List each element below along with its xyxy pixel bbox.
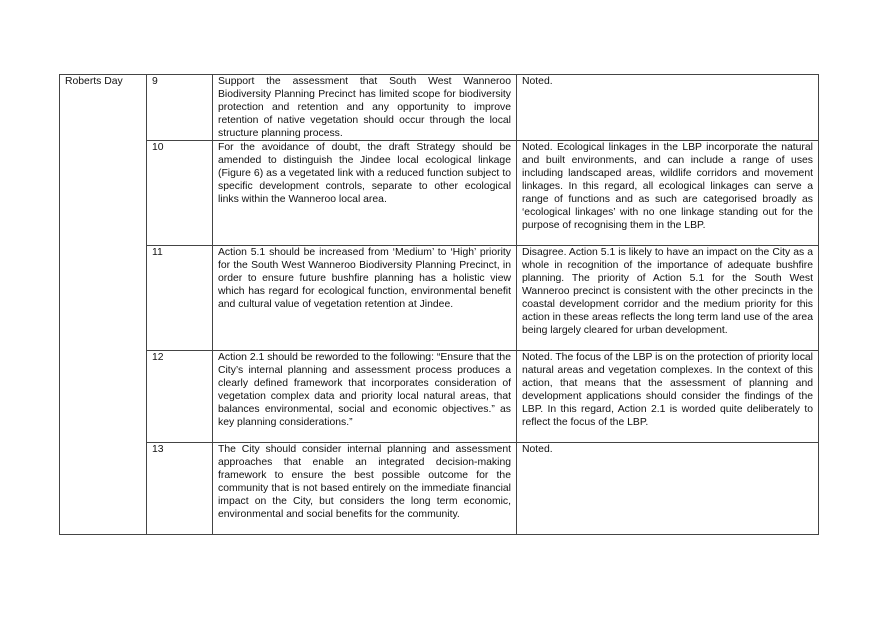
response-text: Noted. The focus of the LBP is on the protection of priority local natural areas and vegetation complexes. In the context of this action, that means that the assessment of planning and development applications should consider the findings of the LBP. In this regard, Action 2.1 is worded quite deliberately to reflect the focus of the LBP.: [517, 351, 819, 443]
table-row: [60, 75, 819, 141]
submission-text: Action 5.1 should be increased from ‘Medium’ to ‘High’ priority for the South West Wanneroo Biodiversity Planning Precinct, in order to ensure future bushfire planning has a holistic view which has regard for ecological function, environmental benefit and cultural value of vegetation retention at Jindee.: [213, 246, 517, 351]
table-row: [60, 141, 819, 246]
submitter-cell: Roberts Day: [60, 75, 147, 535]
submissions-table: [59, 74, 819, 535]
submission-text: Action 2.1 should be reworded to the following: “Ensure that the City’s internal planning and assessment process produces a clearly defined framework that incorporates consideration of vegetation complex data and priority local natural areas, that balances environmental, social and economic objectives.” as key planning considerations.”: [213, 351, 517, 443]
table-row: [60, 443, 819, 535]
response-text: Noted.: [517, 443, 819, 535]
table-row: [60, 351, 819, 443]
submission-number: 9: [147, 75, 213, 141]
submission-number: 13: [147, 443, 213, 535]
submission-number: 11: [147, 246, 213, 351]
response-text: Disagree. Action 5.1 is likely to have an impact on the City as a whole in recognition of the importance of adequate bushfire planning. The priority of Action 5.1 for the South West Wanneroo precinct is consistent with the other precincts in the coastal development corridor and the medium priority for this action in these areas reflects the long term land use of the area being largely cleared for urban development.: [517, 246, 819, 351]
submission-text: For the avoidance of doubt, the draft Strategy should be amended to distinguish the Jindee local ecological linkage (Figure 6) as a vegetated link with a reduced function subject to specific development controls, separate to other ecological links within the Wanneroo local area.: [213, 141, 517, 246]
table-row: [60, 246, 819, 351]
submission-text: The City should consider internal planning and assessment approaches that enable an integrated decision-making framework to ensure the best possible outcome for the community that is not based entirely on the immediate financial impact on the City, but considers the long term economic, environmental and social benefits for the community.: [213, 443, 517, 535]
response-text: Noted.: [517, 75, 819, 141]
submission-text: Support the assessment that South West Wanneroo Biodiversity Planning Precinct has limited scope for biodiversity protection and retention and any opportunity to improve retention of native vegetation should occur through the local structure planning process.: [213, 75, 517, 141]
submission-number: 10: [147, 141, 213, 246]
response-text: Noted. Ecological linkages in the LBP incorporate the natural and built environments, and can include a range of uses including landscaped areas, wildlife corridors and movement linkages. In this regard, all ecological linkages can serve a range of functions and as such are categorised broadly as ‘ecological linkages’ with no one linkage standing out for the purpose of recognising them in the LBP.: [517, 141, 819, 246]
submission-number: 12: [147, 351, 213, 443]
